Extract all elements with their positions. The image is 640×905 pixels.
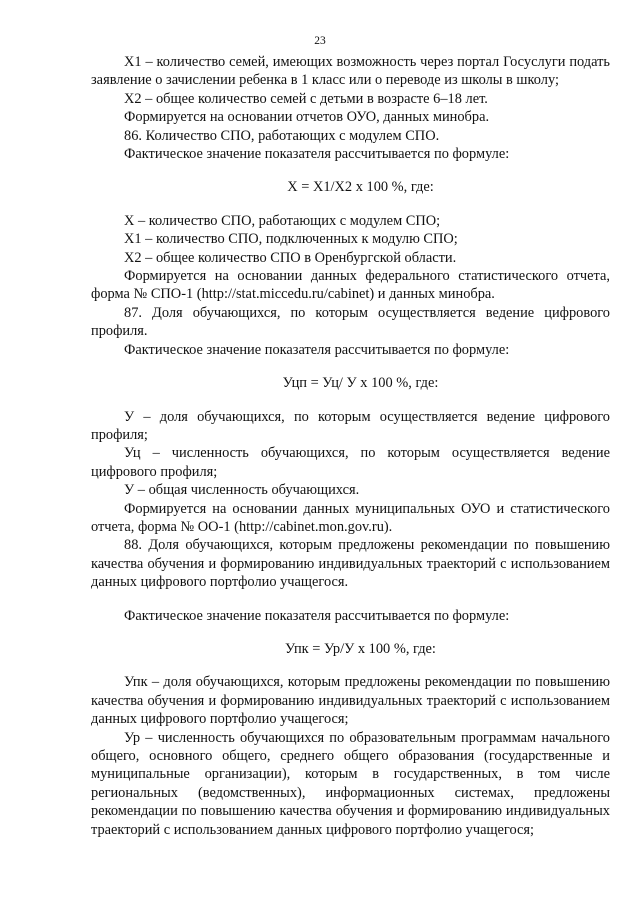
paragraph: X2 – общее количество СПО в Оренбургской области.	[124, 249, 457, 266]
paragraph: Ур – численность обучающихся по образовательным программам начального общего, основного общего, среднего общего образования (государственные и муниципальные организации), которым в государственных, в том числе региональных (ведомственных), информационных системах, предложены рекомендации по повышению качества обучения и формированию индивидуальных траекторий с использованием данных цифрового портфолио учащегося;	[91, 729, 610, 838]
paragraph: Фактическое значение показателя рассчитывается по формуле:	[124, 341, 510, 358]
formula: Уцп = Уц/ У x 100 %, где:	[282, 375, 439, 392]
paragraph: 88. Доля обучающихся, которым предложены рекомендации по повышению качества обучения и формированию индивидуальных траекторий с использованием данных цифрового портфолио учащегося.	[91, 537, 610, 591]
paragraph: Формируется на основании данных федерального статистического отчета, форма № СПО-1 (http://stat.miccedu.ru/cabinet) и данных минобра.	[91, 268, 610, 303]
paragraph: X1 – количество семей, имеющих возможность через портал Госуслуги подать заявление о зачислении ребенка в 1 класс или о переводе из школы в школу;	[91, 54, 610, 89]
formula: Упк = Ур/У x 100 %, где:	[285, 640, 436, 657]
paragraph: 86. Количество СПО, работающих с модулем СПО.	[124, 127, 440, 144]
formula: X = X1/X2 x 100 %, где:	[287, 179, 434, 196]
page-body	[91, 53, 610, 839]
paragraph: У – общая численность обучающихся.	[124, 482, 360, 499]
page-number: 23	[314, 35, 326, 47]
paragraph: Упк – доля обучающихся, которым предложены рекомендации по повышению качества обучения и формированию индивидуальных траекторий с использованием данных цифрового портфолио учащегося;	[91, 674, 610, 728]
paragraph: Фактическое значение показателя рассчитывается по формуле:	[124, 146, 510, 163]
paragraph: У – доля обучающихся, по которым осуществляется ведение цифрового профиля;	[91, 408, 610, 443]
paragraph: Формируется на основании отчетов ОУО, данных минобра.	[124, 109, 490, 126]
paragraph: Формируется на основании данных муниципальных ОУО и статистического отчета, форма № ОО-1 (http://cabinet.mon.gov.ru).	[91, 500, 610, 535]
paragraph: X – количество СПО, работающих с модулем СПО;	[124, 212, 441, 229]
paragraph: X2 – общее количество семей с детьми в возрасте 6–18 лет.	[124, 90, 488, 107]
paragraph: Фактическое значение показателя рассчитывается по формуле:	[124, 607, 510, 624]
paragraph: 87. Доля обучающихся, по которым осуществляется ведение цифрового профиля.	[91, 304, 610, 340]
paragraph: Уц – численность обучающихся, по которым осуществляется ведение цифрового профиля;	[91, 445, 610, 480]
paragraph: X1 – количество СПО, подключенных к модулю СПО;	[124, 231, 458, 248]
